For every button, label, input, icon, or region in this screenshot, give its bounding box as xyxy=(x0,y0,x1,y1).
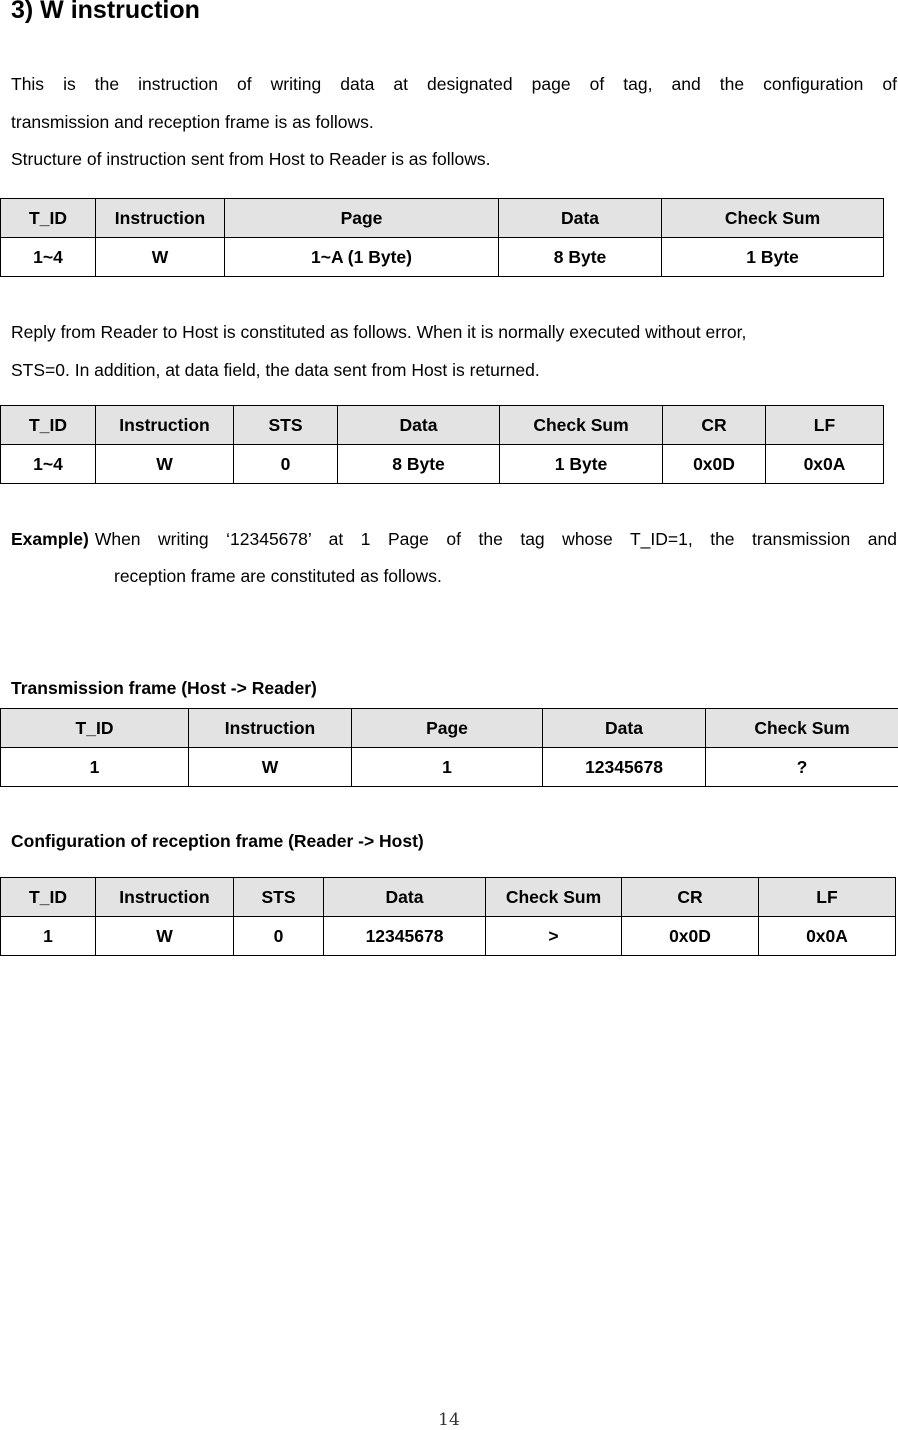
table-cell: 1 xyxy=(1,748,189,787)
reply-text-line-2: STS=0. In addition, at data field, the data sent from Host is returned. xyxy=(11,351,540,389)
header-cell: T_ID xyxy=(1,878,96,917)
table-cell: 0x0A xyxy=(759,917,896,956)
example-paragraph xyxy=(11,520,897,558)
table-cell: 0 xyxy=(234,445,338,484)
table-row xyxy=(1,445,884,484)
host-frame-table xyxy=(0,198,884,277)
table-cell: W xyxy=(96,238,225,277)
table-row xyxy=(1,748,898,787)
table-cell: W xyxy=(189,748,352,787)
table-cell: 1 Byte xyxy=(500,445,663,484)
table-cell: W xyxy=(96,445,234,484)
reception-example-table xyxy=(0,877,896,956)
intro-line-2: transmission and reception frame is as follows. xyxy=(11,103,374,141)
table-cell: ? xyxy=(706,748,898,787)
header-cell: Data xyxy=(324,878,486,917)
header-cell: T_ID xyxy=(1,406,96,445)
table-cell: W xyxy=(96,917,234,956)
header-cell: Data xyxy=(543,709,706,748)
header-cell: Instruction xyxy=(96,878,234,917)
header-cell: STS xyxy=(234,406,338,445)
table-cell: 12345678 xyxy=(324,917,486,956)
header-cell: Instruction xyxy=(96,406,234,445)
table-cell: 1 Byte xyxy=(662,238,884,277)
header-cell: T_ID xyxy=(1,199,96,238)
table-cell: 12345678 xyxy=(543,748,706,787)
example-line-1: When writing ‘12345678’ at 1 Page of the tag whose T_ID=1, the transmission and xyxy=(95,520,897,558)
table-row xyxy=(1,238,884,277)
reception-caption: Configuration of reception frame (Reader -> Host) xyxy=(11,831,424,852)
table-cell: 8 Byte xyxy=(338,445,500,484)
header-cell: CR xyxy=(663,406,766,445)
table-header-row xyxy=(1,709,898,748)
header-cell: LF xyxy=(759,878,896,917)
reply-frame-table xyxy=(0,405,884,484)
table-cell: 8 Byte xyxy=(499,238,662,277)
intro-line-3: Structure of instruction sent from Host to Reader is as follows. xyxy=(11,140,491,178)
header-cell: Data xyxy=(338,406,500,445)
transmission-caption: Transmission frame (Host -> Reader) xyxy=(11,678,317,699)
transmission-example-table xyxy=(0,708,898,787)
header-cell: Check Sum xyxy=(706,709,898,748)
page-number: 14 xyxy=(0,1410,898,1430)
table-cell: 1 xyxy=(352,748,543,787)
table-row xyxy=(1,917,896,956)
header-cell: Page xyxy=(352,709,543,748)
header-cell: Page xyxy=(225,199,499,238)
header-cell: CR xyxy=(622,878,759,917)
header-cell: Check Sum xyxy=(500,406,663,445)
table-cell: 1~A (1 Byte) xyxy=(225,238,499,277)
example-line-2: reception frame are constituted as follows. xyxy=(114,557,442,595)
table-cell: 1 xyxy=(1,917,96,956)
header-cell: STS xyxy=(234,878,324,917)
header-cell: Check Sum xyxy=(486,878,622,917)
section-heading: 3) W instruction xyxy=(11,0,200,25)
header-cell: LF xyxy=(766,406,884,445)
table-header-row xyxy=(1,878,896,917)
table-cell: 0x0D xyxy=(622,917,759,956)
table-cell: 0x0D xyxy=(663,445,766,484)
header-cell: Check Sum xyxy=(662,199,884,238)
reply-text-line-1: Reply from Reader to Host is constituted as follows. When it is normally executed without error, xyxy=(11,313,746,351)
table-header-row xyxy=(1,199,884,238)
table-cell: 1~4 xyxy=(1,445,96,484)
example-label: Example) xyxy=(11,520,89,558)
table-cell: 1~4 xyxy=(1,238,96,277)
table-cell: 0x0A xyxy=(766,445,884,484)
intro-line-1: This is the instruction of writing data at designated page of tag, and the configuration of xyxy=(11,65,897,103)
table-header-row xyxy=(1,406,884,445)
table-cell: > xyxy=(486,917,622,956)
table-cell: 0 xyxy=(234,917,324,956)
header-cell: Instruction xyxy=(189,709,352,748)
header-cell: T_ID xyxy=(1,709,189,748)
header-cell: Instruction xyxy=(96,199,225,238)
header-cell: Data xyxy=(499,199,662,238)
